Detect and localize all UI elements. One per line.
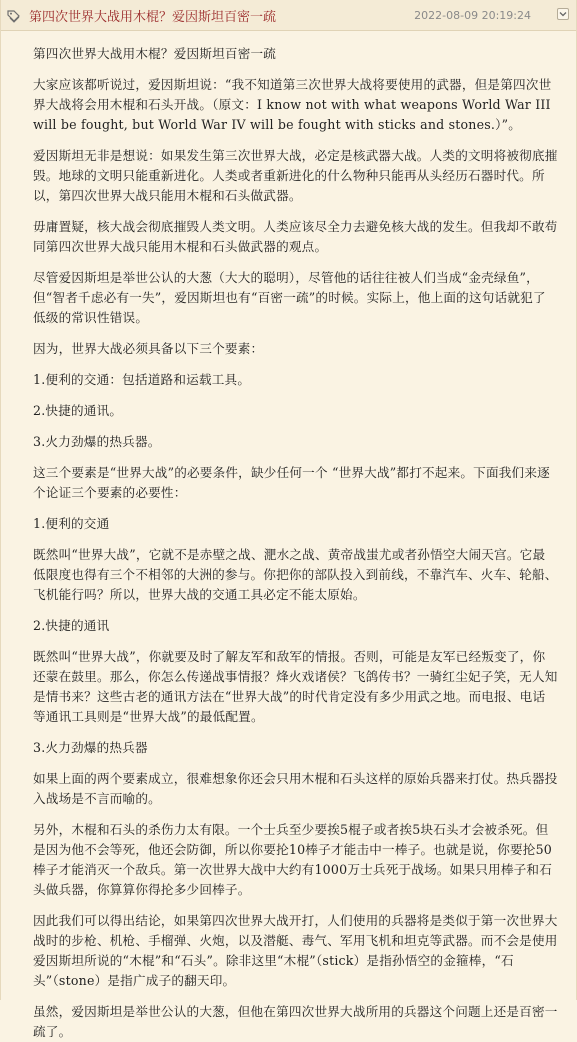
- article-paragraph: 爱因斯坦无非是想说：如果发生第三次世界大战，必定是核武器大战。人类的文明将被彻底摧毁。地球的文明只能重新进化。人类或者重新进化的什么物种只能再从头经历石器时代。所以，第四次世界大战只能用木棍和石头做武器。: [33, 148, 558, 203]
- section-heading: 3.火力劲爆的热兵器: [33, 740, 148, 755]
- section-heading: 1.便利的交通: [33, 516, 110, 531]
- article-paragraph: 因此我们可以得出结论，如果第四次世界大战开打，人们使用的兵器将是类似于第一次世界大战时的步枪、机枪、手榴弹、火炮，以及潜艇、毒气、军用飞机和坦克等武器。而不会是使用爱因斯坦所说的“木棍”和“石头”。除非这里“木棍”（stick）是指孙悟空的金箍棒，“石头”（stone）是指广成子的翻天印。: [33, 913, 558, 988]
- article-paragraph: 这三个要素是“世界大战”的必要条件，缺少任何一个 “世界大战”都打不起来。下面我们来逐个论证三个要素的必要性：: [33, 465, 550, 500]
- article-paragraph: 如果上面的两个要素成立，很难想象你还会只用木棍和石头这样的原始兵器来打仗。热兵器投入战场是不言而喻的。: [33, 771, 558, 806]
- article-paragraph: 既然叫“世界大战”，你就要及时了解友军和敌军的情报。否则，可能是友军已经叛变了，你还蒙在鼓里。那么，你怎么传递战事情报？烽火戏诸侯？飞鸽传书？一骑红尘妃子笑，无人知是情书来？这些古老的通讯方法在“世界大战”的时代肯定没有多少用武之地。而电报、电话等通讯工具则是“世界大战”的最低配置。: [33, 649, 558, 724]
- post-timestamp: 2022-08-09 20:19:24: [414, 9, 531, 22]
- article-paragraph: 另外，木棍和石头的杀伤力太有限。一个士兵至少要挨5棍子或者挨5块石头才会被杀死。但是因为他不会等死，他还会防御，所以你要抡10棒子才能击中一棒子。也就是说，你要抡50棒子才能消灭一个敌兵。第一次世界大战中大约有1000万士兵死于战场。如果只用棒子和石头做兵器，你算算你得抡多少回棒子。: [33, 822, 553, 897]
- article-paragraph: 虽然，爱因斯坦是举世公认的大葱，但他在第四次世界大战所用的兵器这个问题上还是百密一疏了。: [33, 1004, 558, 1039]
- article-paragraph: 第四次世界大战用木棍？爱因斯坦百密一疏: [33, 46, 277, 61]
- article-paragraph: 尽管爱因斯坦是举世公认的大葱（大大的聪明），尽管他的话往往被人们当成“金壳绿鱼”，但“智者千虑必有一失”，爱因斯坦也有“百密一疏”的时候。实际上，他上面的这句话就犯了低级的常识性错误。: [33, 270, 546, 325]
- section-heading: 2.快捷的通讯: [33, 618, 110, 633]
- article-paragraph: 3.火力劲爆的热兵器。: [33, 434, 161, 449]
- article-paragraph: 2.快捷的通讯。: [33, 403, 123, 418]
- post-title[interactable]: 第四次世界大战用木棍？爱因斯坦百密一疏: [29, 10, 277, 25]
- article-paragraph: 毋庸置疑，核大战会彻底摧毁人类文明。人类应该尽全力去避免核大战的发生。但我却不敢苟同第四次世界大战只能用木棍和石头做武器的观点。: [33, 219, 558, 254]
- article-body: [1, 31, 576, 1042]
- post-header: [1, 0, 576, 31]
- article-paragraph: 1.便利的交通：包括道路和运载工具。: [33, 372, 251, 387]
- article-paragraph: 大家应该都听说过，爱因斯坦说：“我不知道第三次世界大战将要使用的武器，但是第四次世界大战将会用木棍和石头开战。（原文：I know not with what weapons World War III will be fought, but World War IV will be fought with sticks and stones.）”。: [33, 77, 552, 132]
- chevron-down-icon[interactable]: [557, 8, 569, 20]
- article-paragraph: 因为，世界大战必须具备以下三个要素：: [33, 341, 264, 356]
- article-paragraph: 既然叫“世界大战”，它就不是赤壁之战、淝水之战、黄帝战蚩尤或者孙悟空大闹天宫。它最低限度也得有三个不相邻的大洲的参与。你把你的部队投入到前线，不靠汽车、火车、轮船、飞机能行吗？所以，世界大战的交通工具必定不能太原始。: [33, 547, 558, 602]
- tag-icon: [7, 8, 20, 21]
